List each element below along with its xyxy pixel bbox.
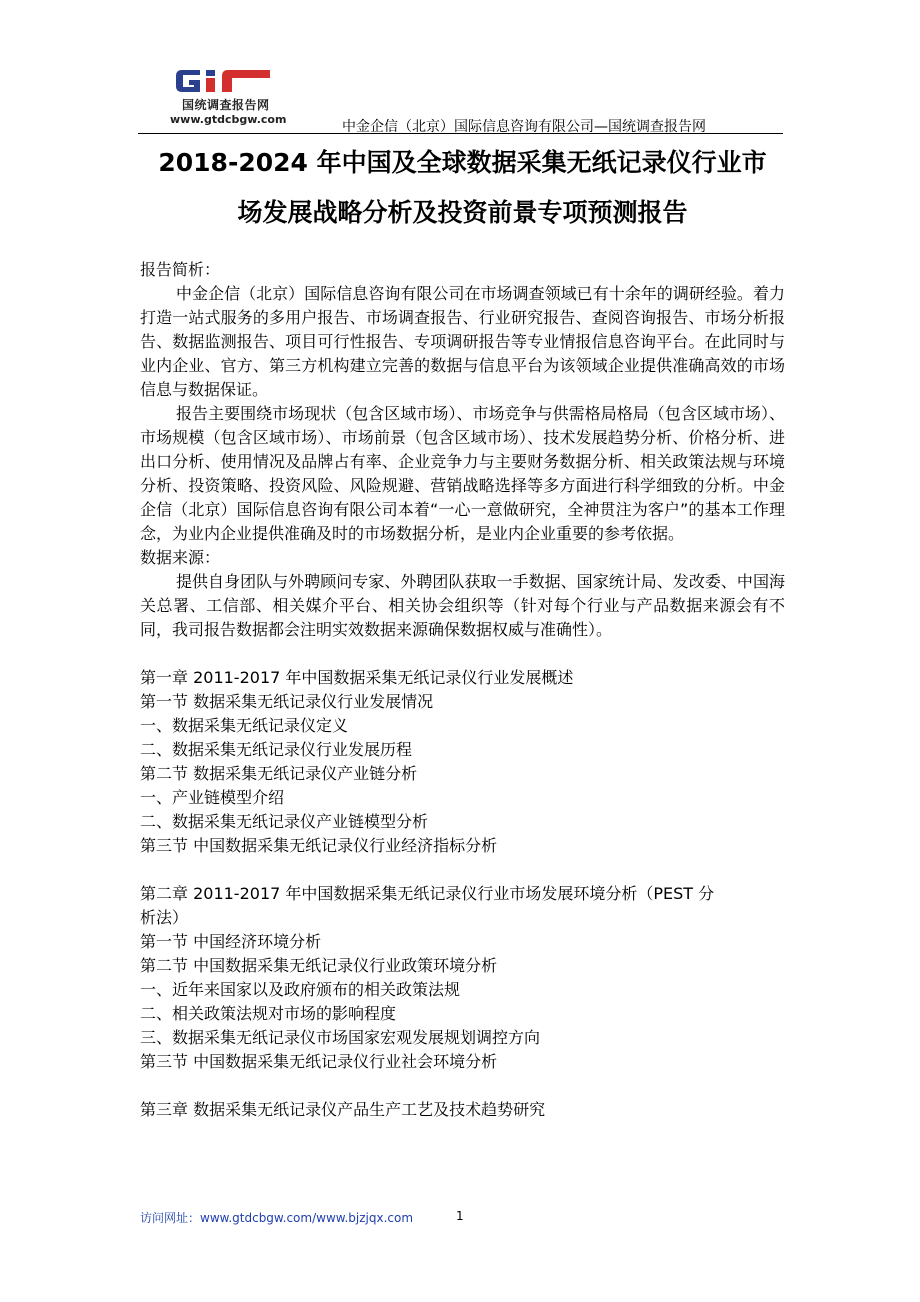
footer-url-link[interactable]: 访问网址：www.gtdcbgw.com/www.bjzjqx.com	[140, 1211, 414, 1225]
title-line-1: 2018-2024 年中国及全球数据采集无纸记录仪行业市	[158, 148, 767, 177]
toc-item: 一、数据采集无纸记录仪定义	[140, 716, 349, 735]
summary-label: 报告简析：	[140, 260, 221, 279]
toc-section: 第一节 数据采集无纸记录仪行业发展情况	[140, 692, 434, 711]
spacer	[140, 858, 785, 882]
toc-section: 第二节 数据采集无纸记录仪产业链分析	[140, 764, 418, 783]
logo-graphic	[172, 66, 282, 96]
toc-item: 三、数据采集无纸记录仪市场国家宏观发展规划调控方向	[140, 1028, 541, 1047]
spacer	[140, 1074, 785, 1098]
scope-paragraph: 报告主要围绕市场现状（包含区域市场）、市场竞争与供需格局格局（包含区域市场）、市场规模（包含区域市场）、市场前景（包含区域市场）、技术发展趋势分析、价格分析、进出口分析、使用情况及品牌占有率、企业竞争力与主要财务数据分析、相关政策法规与环境分析、投资策略、投资风险、风险规避、营销战略选择等多方面进行科学细致的分析。中金企信（北京）国际信息咨询有限公司本着“一心一意做研究，全神贯注为客户”的基本工作理念，为业内企业提供准确及时的市场数据分析，是业内企业重要的参考依据。	[140, 404, 785, 543]
toc-section: 第三节 中国数据采集无纸记录仪行业经济指标分析	[140, 836, 498, 855]
document-body	[140, 258, 785, 1122]
toc-item: 二、相关政策法规对市场的影响程度	[140, 1004, 397, 1023]
spacer	[140, 642, 785, 666]
document-title	[140, 138, 785, 238]
header-divider	[138, 133, 783, 134]
intro-paragraph: 中金企信（北京）国际信息咨询有限公司在市场调查领域已有十余年的调研经验。着力打造一站式服务的多用户报告、市场调查报告、行业研究报告、查阅咨询报告、市场分析报告、数据监测报告、项目可行性报告、专项调研报告等专业情报信息咨询平台。在此同时与业内企业、官方、第三方机构建立完善的数据与信息平台为该领域企业提供准确高效的市场信息与数据保证。	[140, 284, 785, 399]
toc-section: 第一节 中国经济环境分析	[140, 932, 322, 951]
toc-chapter-2-cont: 析法）	[140, 908, 189, 927]
toc-section: 第三节 中国数据采集无纸记录仪行业社会环境分析	[140, 1052, 498, 1071]
logo-url-text: www.gtdcbgw.com	[170, 113, 287, 126]
toc-item: 二、数据采集无纸记录仪产业链模型分析	[140, 812, 429, 831]
toc-item: 一、产业链模型介绍	[140, 788, 285, 807]
title-line-2: 场发展战略分析及投资前景专项预测报告	[237, 198, 688, 227]
toc-chapter-3: 第三章 数据采集无纸记录仪产品生产工艺及技术趋势研究	[140, 1100, 546, 1119]
source-paragraph: 提供自身团队与外聘顾问专家、外聘团队获取一手数据、国家统计局、发改委、中国海关总署、工信部、相关媒介平台、相关协会组织等（针对每个行业与产品数据来源会有不同，我司报告数据都会注明实效数据来源确保数据权威与准确性）。	[140, 572, 785, 639]
logo-chinese-text: 国统调查报告网	[182, 98, 270, 112]
toc-item: 一、近年来国家以及政府颁布的相关政策法规	[140, 980, 461, 999]
page-number: 1	[456, 1209, 464, 1223]
source-label: 数据来源：	[140, 548, 221, 567]
toc-item: 二、数据采集无纸记录仪行业发展历程	[140, 740, 413, 759]
toc-chapter-1: 第一章 2011-2017 年中国数据采集无纸记录仪行业发展概述	[140, 668, 574, 687]
toc-section: 第二节 中国数据采集无纸记录仪行业政策环境分析	[140, 956, 498, 975]
header-company-name: 中金企信（北京）国际信息咨询有限公司—国统调查报告网	[342, 119, 706, 135]
toc-chapter-2: 第二章 2011-2017 年中国数据采集无纸记录仪行业市场发展环境分析（PEST 分	[140, 884, 715, 903]
brand-logo	[172, 66, 290, 130]
